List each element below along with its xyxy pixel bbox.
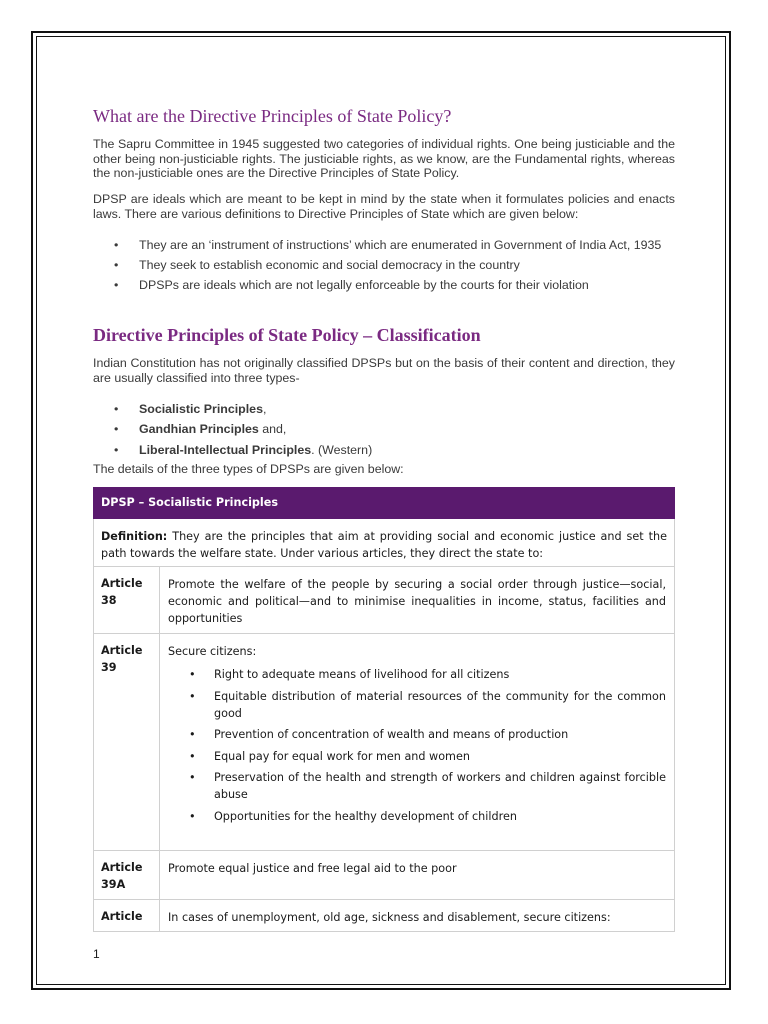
table-header-row: [94, 488, 675, 519]
bullet-icon: •: [114, 442, 119, 457]
table-row: [94, 567, 675, 634]
definition-row: [94, 519, 675, 567]
list-item: • Preservation of the health and strength of workers and children against forcible abuse: [189, 771, 666, 801]
list-item: • Gandhian Principles and,: [114, 422, 287, 437]
article-description: Secure citizens: • Right to adequate means of livelihood for all citizens • Equitable distribution of material resources of the community for the common good • Prevention of concentration of wealth and means of production • Equal pay for equal work for men and women • Preservation of the health and strength of workers and children against forcible abuse • Opportunities for the healthy development of children: [160, 634, 675, 851]
article-label: Article 39: [94, 634, 160, 851]
paragraph-classification: Indian Constitution has not originally classified DPSPs but on the basis of their content and direction, they are usually classified into three types-: [93, 356, 675, 385]
definition-text: They are the principles that aim at providing social and economic justice and set the path towards the welfare state. Under various articles, they direct the state to:: [101, 530, 667, 560]
list-item: • Prevention of concentration of wealth and means of production: [189, 728, 569, 741]
bullet-icon: •: [114, 278, 119, 293]
paragraph-dpsp-ideals: DPSP are ideals which are meant to be kept in mind by the state when it formulates policies and enacts laws. There are various definitions to Directive Principles of State which are given below:: [93, 192, 675, 221]
article-description: Promote equal justice and free legal aid to the poor: [160, 851, 675, 900]
bullet-icon: •: [189, 728, 196, 741]
socialistic-principles-table: [93, 487, 675, 932]
types-list: [93, 402, 675, 457]
article-label: Article: [94, 900, 160, 932]
bullet-icon: •: [114, 258, 119, 273]
definitions-list: [93, 238, 675, 293]
page-number: 1: [93, 947, 100, 961]
paragraph-sapru-committee: The Sapru Committee in 1945 suggested two categories of individual rights. One being justiciable and the other being non-justiciable rights. The justiciable rights, as we know, are the Fundamental rights, whereas the non-justiciable ones are the Directive Principles of State Policy.: [93, 137, 675, 181]
bullet-icon: •: [189, 689, 196, 703]
list-item: • Socialistic Principles,: [114, 402, 267, 416]
table-row: [94, 900, 675, 932]
article-label: Article 38: [94, 567, 160, 634]
list-item: • Opportunities for the healthy development of children: [189, 809, 517, 823]
article-39-list: [168, 666, 666, 825]
bullet-icon: •: [189, 668, 196, 681]
article-description: Promote the welfare of the people by securing a social order through justice—social, economic and political—and to minimise inequalities in income, status, facilities and opportunities: [160, 567, 675, 634]
bullet-icon: •: [189, 749, 196, 763]
table-row: [94, 851, 675, 900]
heading-classification: Directive Principles of State Policy – Classification: [93, 325, 481, 345]
bullet-icon: •: [114, 238, 119, 252]
heading-what-are-dpsp: What are the Directive Principles of State Policy?: [93, 106, 452, 126]
definition-cell: [94, 519, 675, 567]
list-item: • Equitable distribution of material resources of the community for the common good: [189, 689, 666, 720]
list-item: • Liberal-Intellectual Principles. (Western): [114, 442, 373, 457]
list-item: • They are an ‘instrument of instructions’ which are enumerated in Government of India Act, 1935: [114, 238, 662, 252]
bullet-icon: •: [114, 402, 119, 416]
list-item: • DPSPs are ideals which are not legally enforceable by the courts for their violation: [114, 278, 589, 293]
bullet-icon: •: [189, 771, 196, 784]
table-intro: The details of the three types of DPSPs are given below:: [93, 462, 404, 476]
table-row: [94, 634, 675, 851]
list-item: • Right to adequate means of livelihood for all citizens: [189, 668, 510, 681]
bullet-icon: •: [114, 422, 119, 437]
definition-label: Definition:: [101, 530, 168, 543]
list-item: • They seek to establish economic and social democracy in the country: [114, 258, 520, 273]
article-description: In cases of unemployment, old age, sickness and disablement, secure citizens:: [160, 900, 675, 932]
table-header: DPSP – Socialistic Principles: [94, 488, 675, 519]
bullet-icon: •: [189, 809, 196, 823]
list-item: • Equal pay for equal work for men and women: [189, 749, 470, 763]
article-label: Article 39A: [94, 851, 160, 900]
